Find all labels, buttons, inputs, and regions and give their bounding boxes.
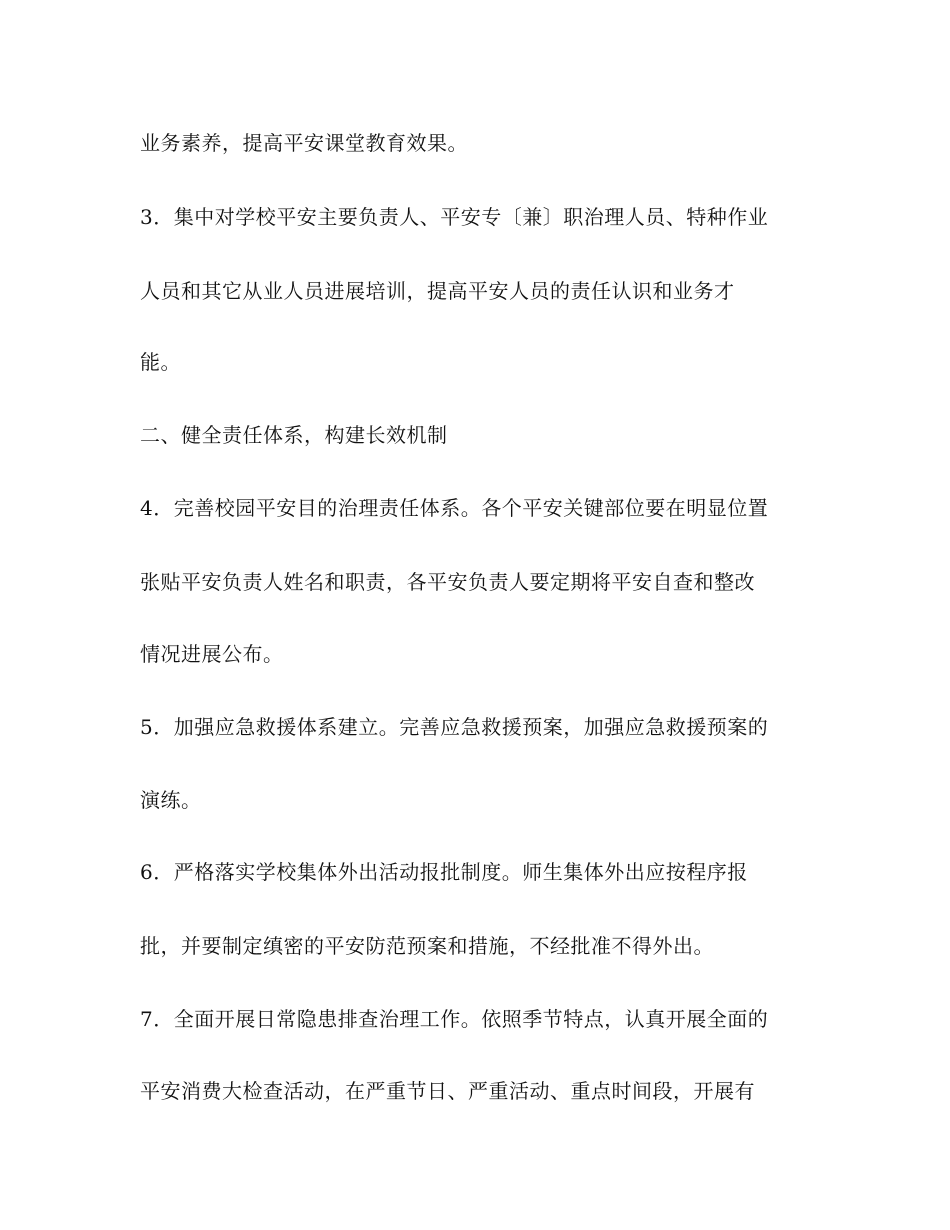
text-line: 张贴平安负责人姓名和职责，各平安负责人要定期将平安自查和整改 — [140, 570, 755, 594]
text-line: 情况进展公布。 — [140, 642, 284, 666]
text-line: 3．集中对学校平安主要负责人、平安专〔兼〕职治理人员、特种作业 — [140, 205, 769, 229]
section-heading: 二、健全责任体系，构建长效机制 — [140, 423, 448, 447]
text-line: 业务素养，提高平安课堂教育效果。 — [140, 131, 468, 155]
text-line: 5．加强应急救援体系建立。完善应急救援预案，加强应急救援预案的 — [140, 715, 769, 739]
text-line: 人员和其它从业人员进展培训，提高平安人员的责任认识和业务才 — [140, 279, 735, 303]
text-line: 平安消费大检查活动，在严重节日、严重活动、重点时间段，开展有 — [140, 1079, 755, 1103]
text-line: 批，并要制定缜密的平安防范预案和措施，不经批准不得外出。 — [140, 934, 714, 958]
text-line: 7．全面开展日常隐患排查治理工作。依照季节特点，认真开展全面的 — [140, 1007, 769, 1031]
text-line: 6．严格落实学校集体外出活动报批制度。师生集体外出应按程序报 — [140, 860, 748, 884]
text-line: 演练。 — [140, 788, 202, 812]
text-line: 能。 — [140, 350, 181, 374]
text-line: 4．完善校园平安目的治理责任体系。各个平安关键部位要在明显位置 — [140, 496, 769, 520]
